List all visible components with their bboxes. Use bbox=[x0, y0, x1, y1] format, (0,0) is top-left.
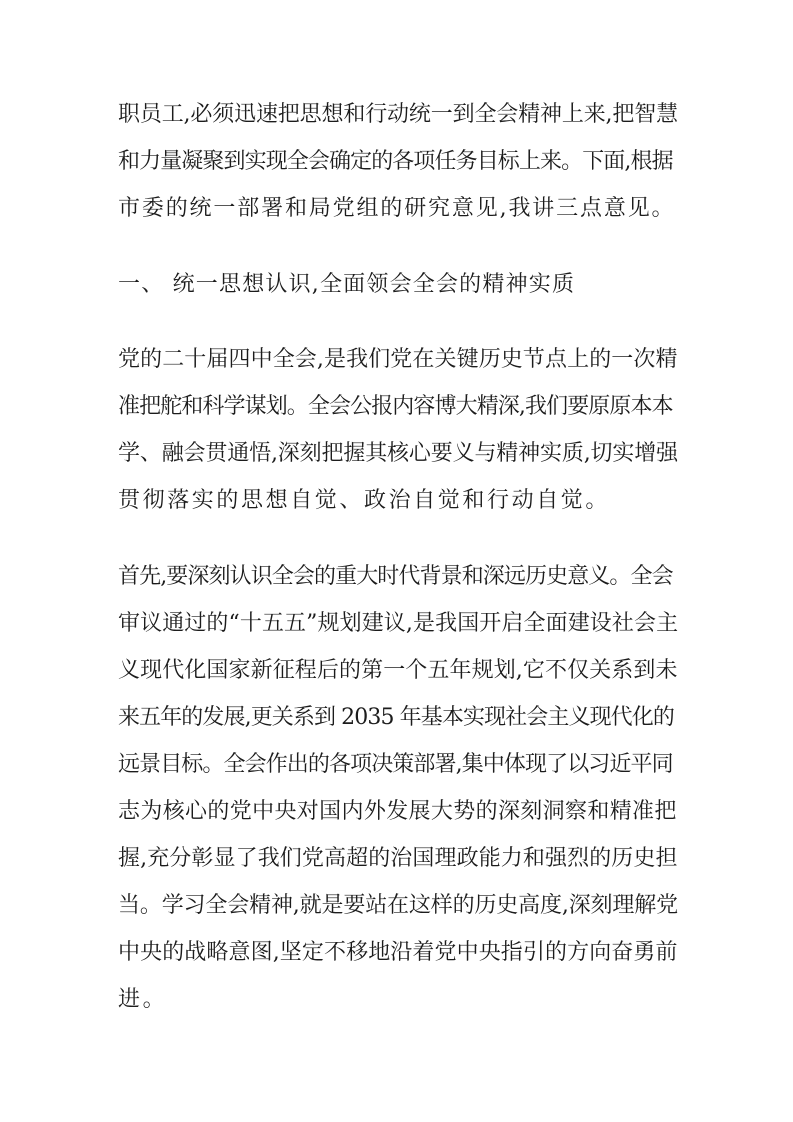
paragraph-2-line-8: 当。学习全会精神,就是要站在这样的历史高度,深刻理解党 bbox=[118, 893, 678, 918]
paragraph-2-line-7: 握,充分彰显了我们党高超的治国理政能力和强烈的历史担 bbox=[118, 846, 678, 871]
paragraph-2-line-4: 来五年的发展,更关系到 2035 年基本实现社会主义现代化的 bbox=[118, 705, 674, 730]
paragraph-2-line-6: 志为核心的党中央对国内外发展大势的深刻洞察和精准把 bbox=[118, 799, 677, 824]
paragraph-2-line-3: 义现代化国家新征程后的第一个五年规划,它不仅关系到未 bbox=[118, 658, 678, 683]
intro-line-1: 职员工,必须迅速把思想和行动统一到全会精神上来,把智慧 bbox=[118, 102, 678, 127]
paragraph-2-line-9: 中央的战略意图,坚定不移地沿着党中央指引的方向奋勇前 bbox=[118, 940, 678, 965]
intro-line-3: 市委的统一部署和局党组的研究意见,我讲三点意见。 bbox=[118, 196, 676, 221]
paragraph-1-line-4: 贯彻落实的思想自觉、政治自觉和行动自觉。 bbox=[118, 488, 611, 513]
paragraph-2-line-5: 远景目标。全会作出的各项决策部署,集中体现了以习近平同 bbox=[118, 752, 673, 777]
section-heading: 一、 统一思想认识,全面领会全会的精神实质 bbox=[118, 272, 576, 297]
paragraph-1-line-3: 学、融会贯通悟,深刻把握其核心要义与精神实质,切实增强 bbox=[118, 441, 678, 466]
paragraph-2-line-1: 首先,要深刻认识全会的重大时代背景和深远历史意义。全会 bbox=[118, 564, 673, 589]
paragraph-1-line-1: 党的二十届四中全会,是我们党在关键历史节点上的一次精 bbox=[118, 347, 678, 372]
paragraph-1-line-2: 准把舵和科学谋划。全会公报内容博大精深,我们要原原本本 bbox=[118, 394, 673, 419]
paragraph-2-line-2: 审议通过的“十五五”规划建议,是我国开启全面建设社会主 bbox=[118, 611, 679, 636]
intro-line-2: 和力量凝聚到实现全会确定的各项任务目标上来。下面,根据 bbox=[118, 149, 673, 174]
paragraph-2-line-10: 进。 bbox=[118, 987, 168, 1012]
